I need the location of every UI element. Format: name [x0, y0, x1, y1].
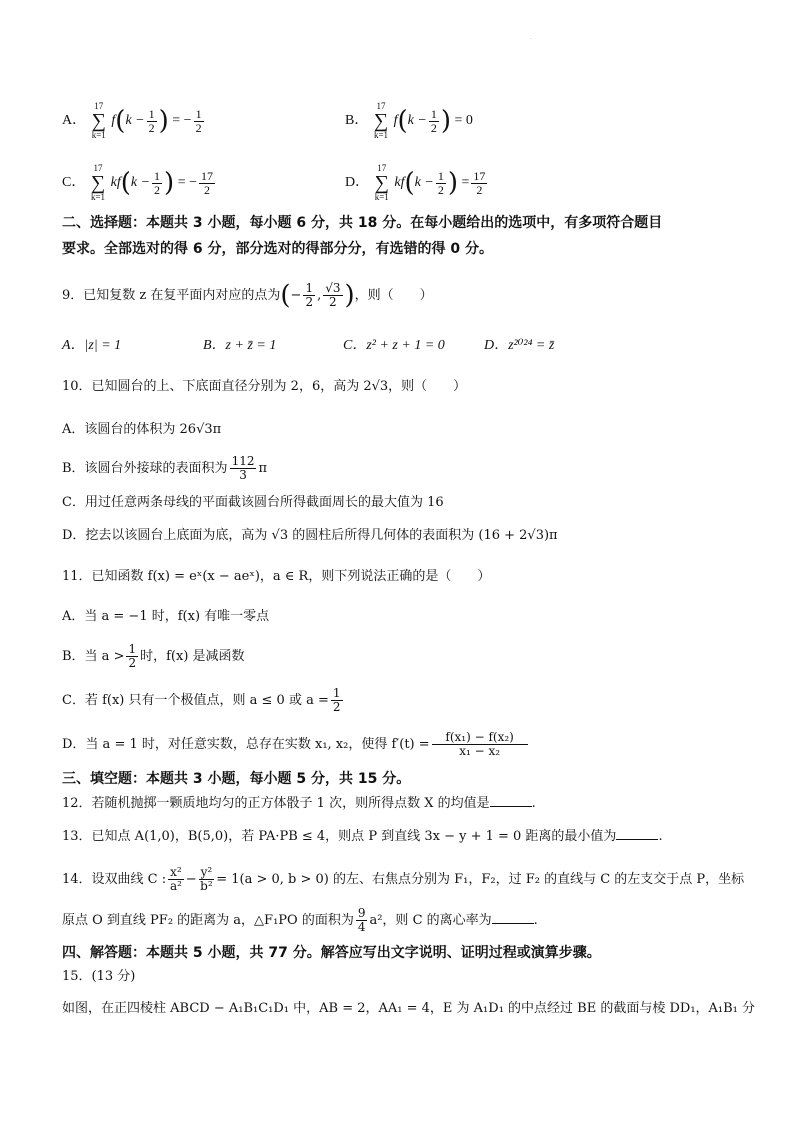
- question-14-line-1: 14．设双曲线 C : $\frac{\text{x²}}{\text{a²}}$ − $\frac{\text{y²}}{\text{b²}}$ = 1(a > 0, b > 0) 的左、右焦点分别为 F₁，F₂，过 F₂ 的直线与 C 的左支交于点 P，坐标: [62, 865, 745, 893]
- question-15-head: 15．(13 分): [62, 969, 136, 984]
- question-10-option-c[interactable]: C．用过任意两条母线的平面截该圆台所得截面周长的最大值为 16: [62, 495, 444, 510]
- sigma-symbol: 17 ∑ k=1: [374, 163, 389, 202]
- option-label: D．: [345, 175, 370, 191]
- question-10-option-d[interactable]: D．挖去以该圆台上底面为底，高为 √3 的圆柱后所得几何体的表面积为 (16 + 2√3)π: [62, 528, 558, 543]
- section-3-heading: 三、填空题：本题共 3 小题，每小题 5 分，共 15 分。: [62, 771, 411, 787]
- answer-blank[interactable]: [616, 827, 658, 840]
- option-label: B．: [345, 113, 369, 129]
- question-12: 12．若随机抛掷一颗质地均匀的正方体骰子 1 次，则所得点数 X 的均值是 .: [62, 796, 536, 811]
- question-10-option-b[interactable]: B．该圆台外接球的表面积为 $\frac{112}{3}$ π: [62, 454, 268, 482]
- section-2-heading: 二、选择题：本题共 3 小题，每小题 6 分，共 18 分。在每小题给出的选项中，有多项符合题目: [62, 215, 663, 231]
- scan-dot: ·: [530, 36, 532, 43]
- question-11-stem: 11．已知函数 f(x) = eˣ(x − aeˣ)，a ∈ R，则下列说法正确的是（ ）: [62, 569, 491, 584]
- section-4-heading: 四、解答题：本题共 5 小题，共 77 分。解答应写出文字说明、证明过程或演算步骤。: [62, 945, 601, 961]
- option-b-prev[interactable]: B． 17 ∑ k=1 f(k − $\frac{1}{2}$ ) = 0: [345, 101, 473, 140]
- question-9-option-b[interactable]: B．z + z̄ = 1: [203, 338, 277, 353]
- question-15-body: 如图，在正四棱柱 ABCD − A₁B₁C₁D₁ 中，AB = 2，AA₁ = 4，E 为 A₁D₁ 的中点经过 BE 的截面与棱 DD₁，A₁B₁ 分: [62, 1001, 756, 1016]
- option-label: C．: [62, 175, 86, 191]
- question-9-option-d[interactable]: D．z²⁰²⁴ = z̄: [484, 338, 555, 353]
- sigma-symbol: 17 ∑ k=1: [90, 163, 106, 202]
- question-13: 13．已知点 A(1,0)，B(5,0)，若 PA·PB ≤ 4，则点 P 到直线 3x − y + 1 = 0 距离的最小值为 .: [62, 829, 663, 844]
- question-11-option-b[interactable]: B．当 a > $\frac{1}{2}$ 时，f(x) 是减函数: [62, 642, 245, 670]
- sigma-symbol: 17 ∑ k=1: [373, 101, 389, 140]
- question-9-stem: 9．已知复数 z 在复平面内对应的点为(− $\frac{1}{2}$ , $\frac{√3}{2}$ )，则（ ）: [62, 280, 433, 311]
- question-14-line-2: 原点 O 到直线 PF₂ 的距离为 a，△F₁PO 的面积为 $\frac{9}{4}$ a²，则 C 的离心率为 .: [62, 906, 538, 934]
- question-11-option-a[interactable]: A．当 a = −1 时，f(x) 有唯一零点: [62, 609, 270, 624]
- question-9-option-a[interactable]: A．|z| = 1: [62, 338, 122, 353]
- question-11-option-d[interactable]: D．当 a = 1 时，对任意实数，总存在实数 x₁, x₂，使得 f′(t) = $\frac{\text{f(x₁) − f(x₂)}}{\text{x₁ − x₂}}$: [62, 731, 530, 758]
- answer-blank[interactable]: [492, 911, 534, 924]
- option-label: A．: [62, 113, 87, 129]
- question-10-stem: 10．已知圆台的上、下底面直径分别为 2，6，高为 2√3，则（ ）: [62, 379, 467, 394]
- option-a-prev[interactable]: A． 17 ∑ k=1 f(k − $\frac{1}{2}$ ) = − $\frac{1}{2}$: [62, 101, 202, 140]
- question-10-option-a[interactable]: A．该圆台的体积为 26√3π: [62, 422, 222, 437]
- question-11-option-c[interactable]: C．若 f(x) 只有一个极值点，则 a ≤ 0 或 a = $\frac{1}{2}$: [62, 686, 341, 714]
- sigma-symbol: 17 ∑ k=1: [91, 101, 106, 140]
- answer-blank[interactable]: [490, 794, 532, 807]
- option-c-prev[interactable]: C． 17 ∑ k=1 kf(k − $\frac{1}{2}$ ) = − $\frac{17}{2}$: [62, 163, 213, 202]
- question-9-option-c[interactable]: C．z² + z + 1 = 0: [343, 338, 445, 353]
- option-d-prev[interactable]: D． 17 ∑ k=1 kf(k − $\frac{1}{2}$ ) = $\frac{17}{2}$: [345, 163, 486, 202]
- section-2-heading-cont: 要求。全部选对的得 6 分，部分选对的得部分分，有选错的得 0 分。: [62, 241, 493, 257]
